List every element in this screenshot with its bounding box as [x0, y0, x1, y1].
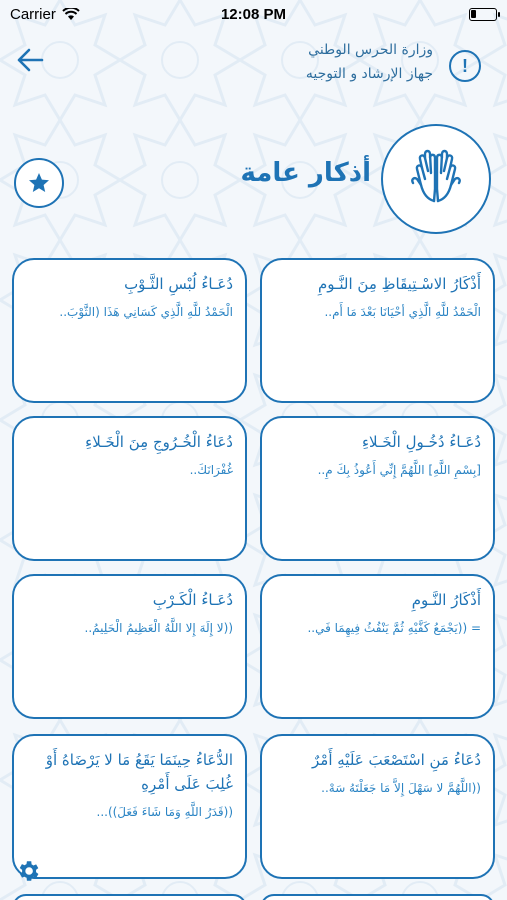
- favorites-button[interactable]: [14, 158, 64, 208]
- header: [0, 30, 507, 102]
- arrow-left-icon: [16, 48, 44, 72]
- card-preview: [بِسْمِ اللَّهِ] اللَّهُمَّ إِنِّي أَعُوذُ بِكَ مِ..: [317, 463, 481, 477]
- status-bar: [0, 0, 507, 28]
- card-title: دُعَـاءُ الْكَـرْبِ: [152, 591, 233, 609]
- card-unpleasant-event[interactable]: [12, 734, 247, 879]
- card-partial-next[interactable]: [260, 894, 495, 900]
- card-preview: الْحَمْدُ للَّهِ الَّذِي كَسَانِي هَذَا (الثَّوْبَ..: [59, 305, 233, 319]
- card-title: دُعَاءُ مَنِ اسْتَصْعَبَ عَلَيْهِ أَمْرٌ: [312, 751, 481, 769]
- card-preview: ((لا إِلَهَ إِلا اللَّهُ الْعَظِيمُ الْحَلِيمُ..: [84, 621, 233, 635]
- card-preview: الْحَمْدُ للَّهِ الَّذِي أحْيَانَا بَعْدَ مَا أَم..: [324, 305, 481, 319]
- gear-icon: [15, 858, 41, 884]
- back-button[interactable]: [12, 42, 48, 78]
- card-difficulty[interactable]: [260, 734, 495, 879]
- page-title: أذكار عامة: [240, 158, 371, 188]
- status-left: [10, 6, 80, 23]
- card-entering-toilet[interactable]: [260, 416, 495, 561]
- card-title: دُعَـاءُ دُخُـولِ الْخَـلاءِ: [362, 433, 481, 451]
- card-title: دُعَاءُ الْخُـرُوجِ مِنَ الْخَـلاءِ: [85, 433, 233, 451]
- card-title: الدُّعَاءُ حِينَمَا يَقَعُ مَا لا يَرْضَاهُ أَوْ غُلِبَ عَلَى أَمْرِهِ: [45, 751, 233, 793]
- card-title: أَذْكَارُ الاسْـتِيقَاظِ مِنَ النَّـومِ: [317, 275, 481, 293]
- info-button[interactable]: [449, 50, 481, 82]
- card-preview: غُفْرَانَكَ..: [189, 463, 233, 477]
- card-wearing-clothes[interactable]: [12, 258, 247, 403]
- card-title: أَذْكَارُ النَّـومِ: [411, 591, 481, 609]
- settings-button[interactable]: [14, 857, 42, 885]
- card-preview: = ((يَجْمَعُ كَفَّيْهِ ثُمَّ يَنْفُثُ فِيهِمَا فَي..: [307, 621, 481, 635]
- title-row: [0, 118, 507, 238]
- card-title: دُعَـاءُ لُبْسِ الثَّـوْبِ: [124, 275, 233, 293]
- category-logo: [381, 124, 491, 234]
- info-icon: !: [462, 55, 468, 76]
- card-waking-up[interactable]: [260, 258, 495, 403]
- battery-icon: [469, 8, 497, 21]
- praying-hands-icon: [401, 149, 471, 209]
- star-icon: [27, 171, 51, 195]
- wifi-icon: [62, 8, 80, 21]
- card-sleeping[interactable]: [260, 574, 495, 719]
- status-time: 12:08 PM: [220, 5, 287, 23]
- card-preview: ((اللَّهُمَّ لا سَهْلَ إِلاَّ مَا جَعَلْتَهُ سَهْ..: [321, 781, 481, 795]
- ministry-line-2: جهاز الإرشاد و التوجيه: [305, 66, 433, 82]
- ministry-name: [306, 38, 433, 86]
- carrier-label: Carrier: [10, 5, 56, 23]
- ministry-line-1: وزارة الحرس الوطني: [308, 42, 433, 58]
- card-distress[interactable]: [12, 574, 247, 719]
- card-leaving-toilet[interactable]: [12, 416, 247, 561]
- card-preview: ((قَدَرُ اللَّهِ وَمَا شَاءَ فَعَلَ))...: [96, 805, 233, 819]
- card-partial-next[interactable]: [12, 894, 247, 900]
